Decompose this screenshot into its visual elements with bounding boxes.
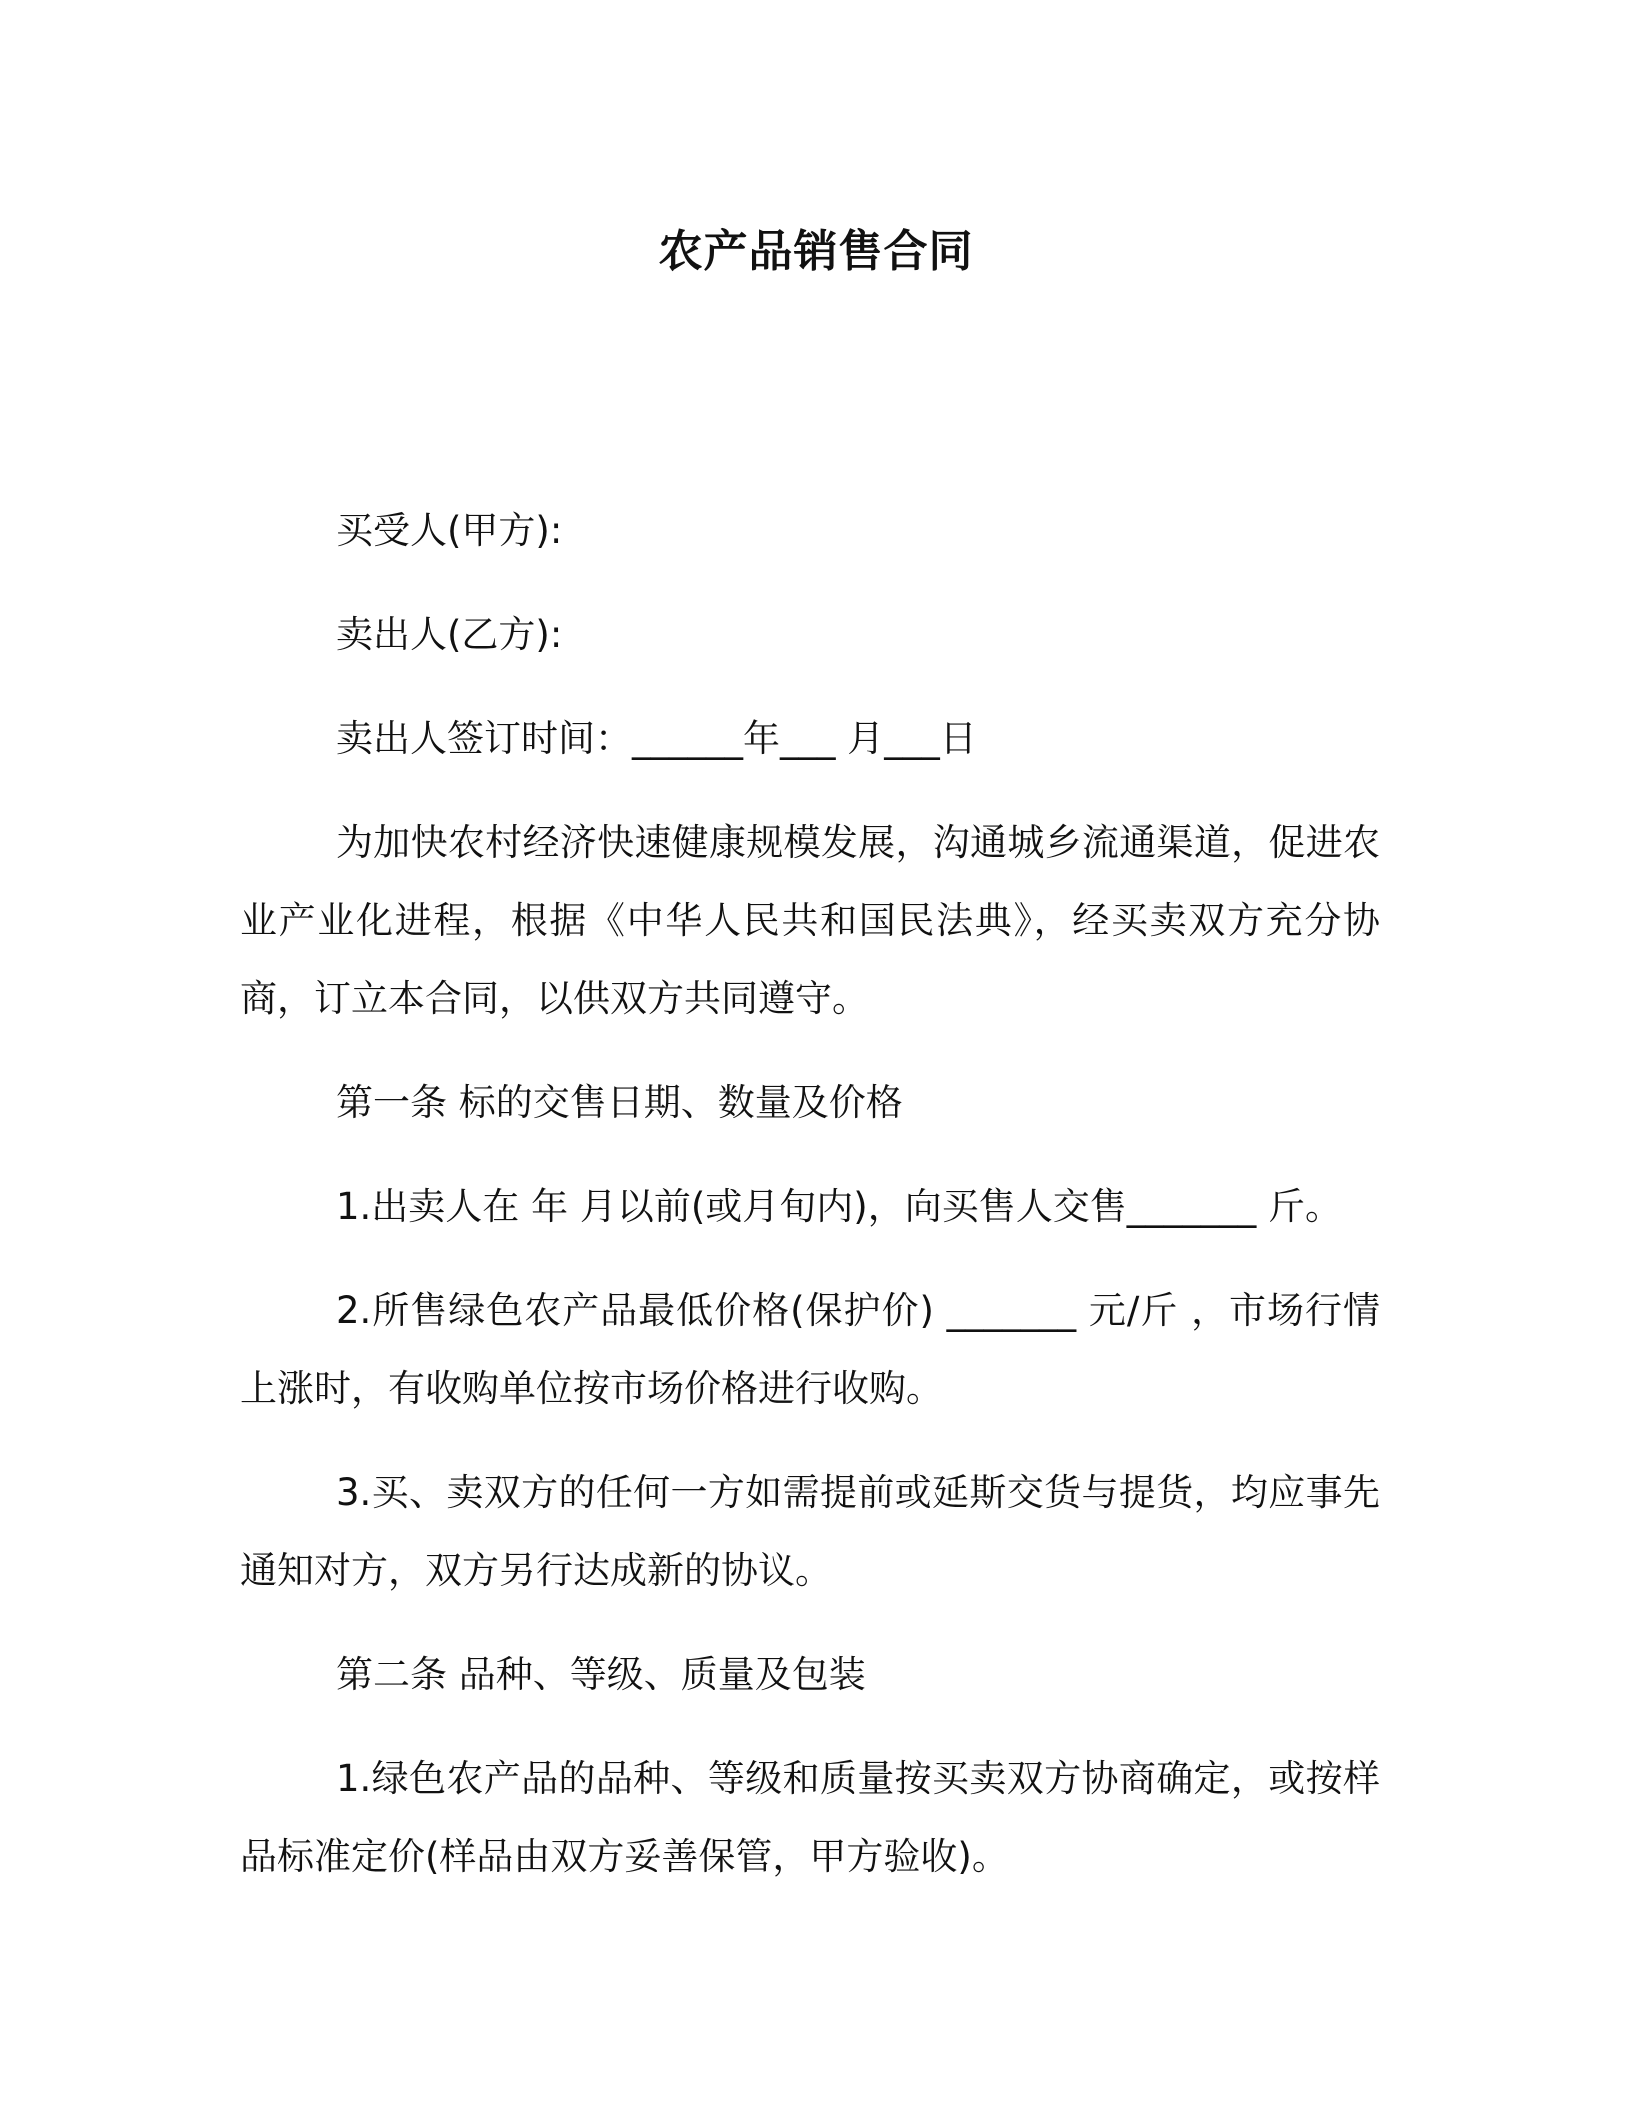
seller-line: 卖出人(乙方): <box>336 613 563 656</box>
document-title: 农产品销售合同 <box>658 226 974 277</box>
signing-date-line: 卖出人签订时间：______年___ 月___日 <box>336 717 977 760</box>
article-1-clause-2: 2.所售绿色农产品最低价格(保护价) _______ 元/斤 ，市场行情上涨时，有收购单位按市场价格进行收购。 <box>240 1289 1380 1410</box>
article-1-heading: 第一条 标的交售日期、数量及价格 <box>336 1081 903 1124</box>
article-2-clause-1: 1.绿色农产品的品种、等级和质量按买卖双方协商确定，或按样品标准定价(样品由双方妥善保管，甲方验收)。 <box>240 1757 1380 1878</box>
article-2-heading: 第二条 品种、等级、质量及包装 <box>336 1653 866 1696</box>
article-1-clause-3: 3.买、卖双方的任何一方如需提前或延斯交货与提货，均应事先通知对方，双方另行达成新的协议。 <box>240 1471 1380 1592</box>
document-body <box>240 492 1380 1922</box>
buyer-line: 买受人(甲方): <box>336 509 563 552</box>
article-1-clause-1: 1.出卖人在 年 月以前(或月旬内)，向买售人交售_______ 斤。 <box>336 1185 1342 1228</box>
preamble-paragraph: 为加快农村经济快速健康规模发展，沟通城乡流通渠道，促进农业产业化进程，根据《中华人民共和国民法典》，经买卖双方充分协商，订立本合同，以供双方共同遵守。 <box>240 821 1380 1020</box>
